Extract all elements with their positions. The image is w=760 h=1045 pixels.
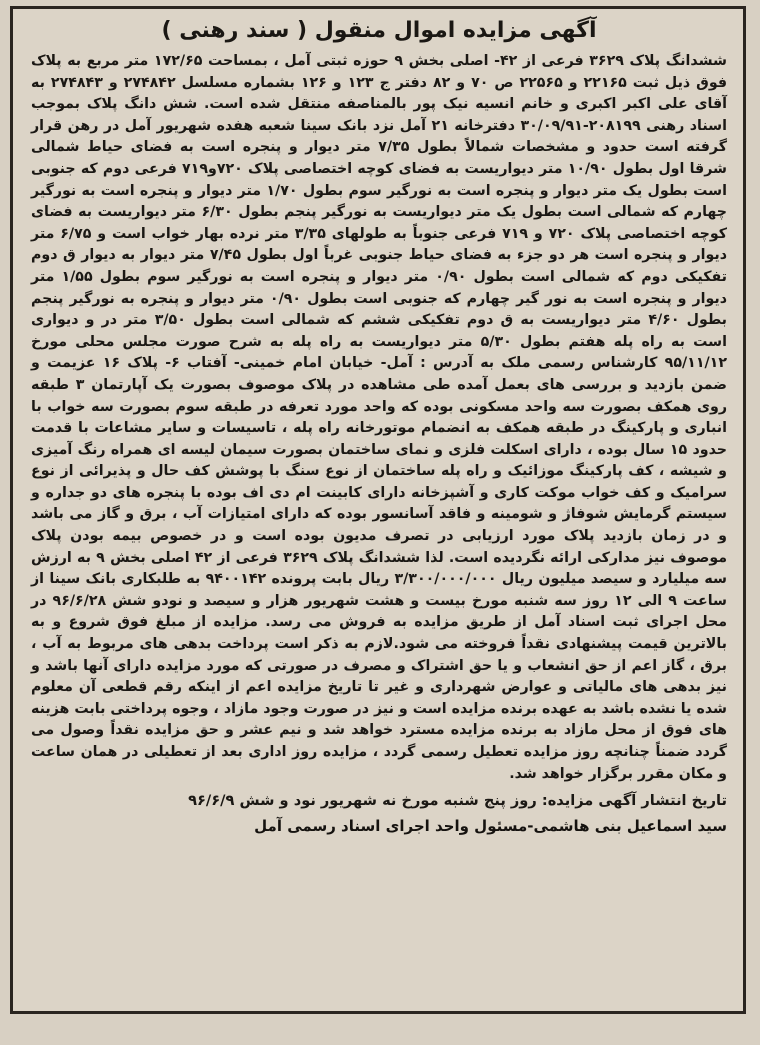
- publication-date: تاریخ انتشار آگهی مزایده: روز پنج شنبه مورخ نه شهریور نود و شش ۹۶/۶/۹: [188, 792, 727, 810]
- notice-title: آگهی مزایده اموال منقول ( سند رهنی ): [161, 18, 597, 43]
- notice-body: ششدانگ پلاک ۳۶۲۹ فرعی از ۴۲- اصلی بخش ۹ حوزه ثبتی آمل ، بمساحت ۱۷۲/۶۵ متر مربع به پلاک فوق ذیل ثبت ۲۲۱۶۵ و ۲۲۵۶۵ ص ۷۰ و ۸۲ دفتر ج ۱۲۳ و ۱۲۶ بشماره مسلسل ۲۷۴۸۴۲ و ۲۷۴۸۴۳ به آقای علی اکبر اکبری و خانم انسیه نیک پور بالمناصفه منتقل شده است. شش دانگ پلاک بموجب اسناد رهنی ۲۰۸۱۹۹-۳۰/۰۹/۹۱ دفترخانه ۲۱ آمل نزد بانک سینا شعبه هفده شهریور آمل در رهن قرار گرفته است حدود و مشخصات شمالاً بطول ۷/۳۵ متر دیوار و پنجره است به فضای حیاط شمالی شرقا اول بطول ۱۰/۹۰ متر دیواریست به فضای کوچه اختصاصی پلاک ۷۲۰و۷۱۹ فرعی دوم که جنوبی است بطول یک متر دیوار و پنجره است به نورگیر سوم بطول ۱/۷۰ متر دیوار و پنجره است به نورگیر چهارم که شمالی است بطول یک متر دیواریست به نورگیر پنجم بطول ۶/۳۰ متر دیواریست به فضای کوچه اختصاصی پلاک ۷۲۰ و ۷۱۹ فرعی جنوباً به طولهای ۳/۳۵ متر نرده بهار خواب است و ۶/۷۵ متر دیوار و پنجره است هر دو جزء به فضای حیاط جنوبی غرباً اول بطول ۷/۴۵ متر دیوار به دیوار ق دوم تفکیکی دوم که شمالی است بطول ۰/۹۰ متر دیوار و پنجره است به نورگیر سوم بطول ۱/۵۵ متر دیوار و پنجره است به نور گیر چهارم که جنوبی است بطول ۰/۹۰ متر دیوار و پنجره به نورگیر پنجم بطول ۴/۶۰ متر دیواریست به ق دوم تفکیکی ششم که شمالی است بطول ۳/۵۰ متر در و دیواری است به راه پله هفتم بطول ۵/۳۰ متر دیواریست به راه پله به شرح صورت مجلس محلی مورخ ۹۵/۱۱/۱۲ کارشناس رسمی ملک به آدرس : آمل- خیابان امام خمینی- آفتاب ۶- پلاک ۱۶ عزیمت و ضمن بازدید و بررسی های بعمل آمده طی مشاهده در پلاک موصوف بصورت یک آپارتمان ۳ طبقه روی همکف بصورت سه واحد مسکونی بوده که واحد مورد تعرفه در طبقه سوم بصورت سه خواب با انباری و پارکینگ در طبقه همکف به انضمام موتورخانه راه پله ، تاسیسات و سایر مشاعات با قدمت حدود ۱۵ سال بوده ، دارای اسکلت فلزی و نمای ساختمان بصورت سیمان لیسه ای همراه رنگ آمیزی و شیشه ، کف پارکینگ موزائیک و راه پله ساختمان از نوع سنگ با پوشش کف حال و پذیرائی از نوع سرامیک و کف خواب موکت کاری و آشپزخانه دارای کابینت ام دی اف بوده با پنجره های دو جداره و سیستم گرمایش شوفاژ و شومینه و فاقد آسانسور بوده که دارای امتیازات آب ، برق و گاز می باشد و در زمان بازدید پلاک مورد ارزیابی در تصرف مدیون بوده است و در خصوص بیمه بودن پلاک موصوف نیز مدارکی ارائه نگردیده است. لذا ششدانگ پلاک ۳۶۲۹ فرعی از ۴۲ اصلی بخش ۹ به ارزش سه میلیارد و سیصد میلیون ریال ۳/۳۰۰/۰۰۰/۰۰۰ ریال بابت پرونده ۹۴۰۰۱۴۲ به طلبکاری بانک سینا از ساعت ۹ الی ۱۲ روز سه شنبه مورخ بیست و هشت شهریور هزار و سیصد و نودو شش ۹۶/۶/۲۸ در محل اجرای ثبت اسناد آمل از طریق مزایده به فروش می رسد. مزایده از مبلغ فوق شروع و به بالاترین قیمت پیشنهادی نقداً فروخته می شود.لازم به ذکر است پرداخت بدهی های مربوط به آب ، برق ، گاز اعم از حق انشعاب و یا حق اشتراک و مصرف در صورتی که مورد مزایده دارای آنها باشد و نیز بدهی های مالیاتی و عوارض شهرداری و غیر تا تاریخ مزایده اعم از اینکه رقم قطعی آن معلوم شده یا نشده باشد به عهده برنده مزایده است و نیز در صورت وجود مازاد ، وجوه پرداختی بابت هزینه های فوق از محل مازاد به برنده مزایده مسترد خواهد شد و نیم عشر و حق مزایده نقداً وصول می گردد ضمناً چنانچه روز مزایده تعطیل رسمی گردد ، مزایده روز اداری بعد از تعطیلی در همان ساعت و مکان مقرر برگزار خواهد شد.: [31, 53, 728, 782]
- auction-notice: [10, 6, 746, 1014]
- signature: سید اسماعیل بنی هاشمی-مسئول واحد اجرای اسناد رسمی آمل: [254, 817, 727, 836]
